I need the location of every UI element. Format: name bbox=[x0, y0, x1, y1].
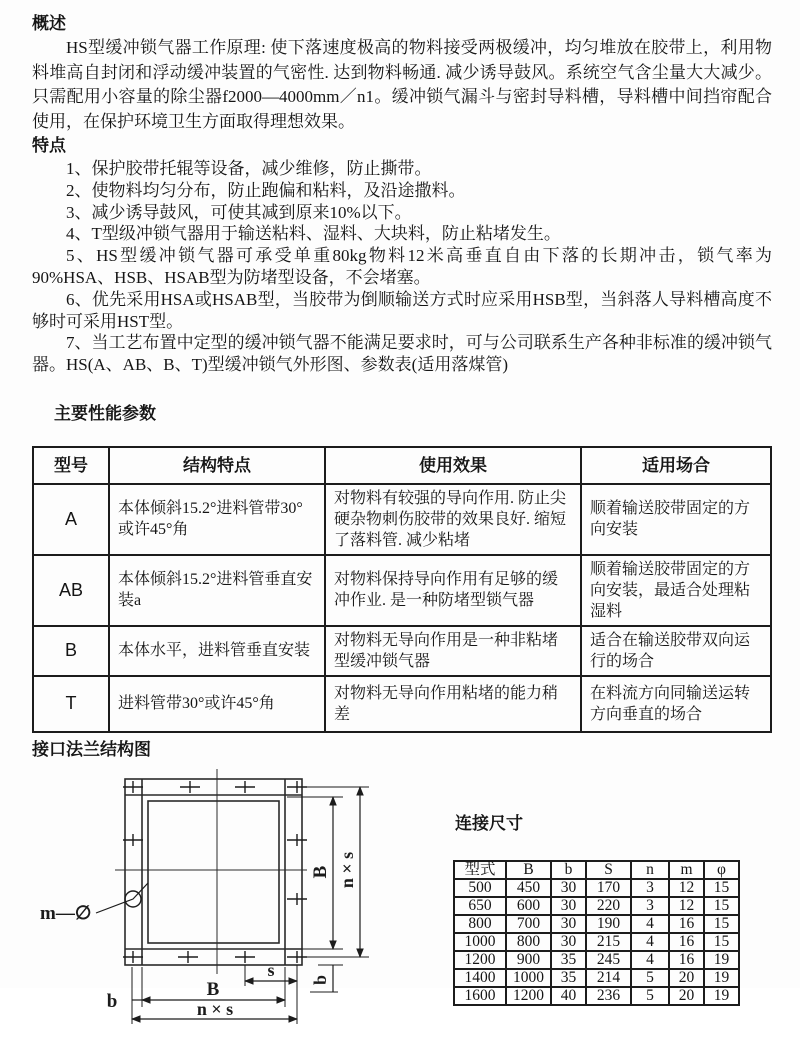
feature-item: 1、保护胶带托辊等设备，减少维修，防止撕带。 bbox=[66, 159, 432, 178]
cell-phi: 19 bbox=[704, 951, 739, 969]
cell-B: 800 bbox=[506, 933, 551, 951]
col-header-model: 型号 bbox=[33, 447, 109, 484]
cell-effect: 对物料无导向作用粘堵的能力稍差 bbox=[325, 676, 581, 732]
table-row bbox=[454, 987, 739, 1005]
cell-m: 16 bbox=[669, 951, 704, 969]
feature-item: 5、HS型缓冲锁气器可承受单重80kg物料12米高垂直自由下落的长期冲击，锁气率为90%HSA、HSB、HSAB型为防堵型设备，不会堵塞。 bbox=[32, 246, 772, 287]
cell-b: 35 bbox=[551, 969, 586, 987]
cell-n: 4 bbox=[631, 951, 669, 969]
cell-n: 4 bbox=[631, 933, 669, 951]
cell-model: T bbox=[33, 676, 109, 732]
col-header-phi: φ bbox=[704, 861, 739, 879]
cell-b: 35 bbox=[551, 951, 586, 969]
cell-S: 245 bbox=[586, 951, 631, 969]
cell-type: 1400 bbox=[454, 969, 506, 987]
cell-structure: 本体倾斜15.2°进料管垂直安装a bbox=[109, 555, 325, 626]
cell-type: 1200 bbox=[454, 951, 506, 969]
cell-m: 16 bbox=[669, 915, 704, 933]
cell-effect: 对物料保持导向作用有足够的缓冲作业. 是一种防堵型锁气器 bbox=[325, 555, 581, 626]
dim-label-B-bottom: B bbox=[206, 978, 220, 1000]
hole-spec-label: m—∅ bbox=[40, 902, 92, 924]
col-header-S: S bbox=[586, 861, 631, 879]
hole-callout bbox=[40, 883, 148, 924]
cell-B: 700 bbox=[506, 915, 551, 933]
dimension-labels bbox=[107, 852, 357, 1019]
cell-application: 适合在输送胶带双向运行的场合 bbox=[581, 626, 771, 676]
cell-phi: 19 bbox=[704, 987, 739, 1005]
cell-application: 在料流方向同输送运转方向垂直的场合 bbox=[581, 676, 771, 732]
cell-type: 1000 bbox=[454, 933, 506, 951]
cell-phi: 15 bbox=[704, 915, 739, 933]
table-row bbox=[33, 626, 771, 676]
cell-m: 12 bbox=[669, 879, 704, 897]
cell-B: 450 bbox=[506, 879, 551, 897]
table-header-row bbox=[454, 861, 739, 879]
table-row bbox=[454, 933, 739, 951]
dims-heading: 连接尺寸 bbox=[455, 813, 523, 833]
cell-type: 800 bbox=[454, 915, 506, 933]
cell-effect: 对物料无导向作用是一种非粘堵型缓冲锁气器 bbox=[325, 626, 581, 676]
cell-m: 20 bbox=[669, 987, 704, 1005]
cell-n: 4 bbox=[631, 915, 669, 933]
cell-n: 5 bbox=[631, 969, 669, 987]
table-row bbox=[454, 951, 739, 969]
cell-b: 40 bbox=[551, 987, 586, 1005]
feature-item: 3、减少诱导鼓风，可使其减到原来10%以下。 bbox=[66, 202, 412, 222]
table-row bbox=[454, 915, 739, 933]
table-row bbox=[33, 676, 771, 732]
cell-b: 30 bbox=[551, 879, 586, 897]
cell-structure: 本体倾斜15.2°进料管带30°或许45°角 bbox=[109, 484, 325, 555]
cell-structure: 进料管带30°或许45°角 bbox=[109, 676, 325, 732]
col-header-m: m bbox=[669, 861, 704, 879]
col-header-n: n bbox=[631, 861, 669, 879]
table-row bbox=[33, 555, 771, 626]
dim-label-B-right: B bbox=[310, 865, 331, 879]
cell-n: 3 bbox=[631, 879, 669, 897]
cell-type: 650 bbox=[454, 897, 506, 915]
cell-S: 170 bbox=[586, 879, 631, 897]
performance-params-table bbox=[32, 446, 772, 733]
cell-B: 1000 bbox=[506, 969, 551, 987]
features-heading: 特点 bbox=[32, 136, 66, 155]
cell-model: B bbox=[33, 626, 109, 676]
cell-application: 顺着输送胶带固定的方向安装，最适合处理粘湿料 bbox=[581, 555, 771, 626]
cell-effect: 对物料有较强的导向作用. 防止尖硬杂物刺伤胶带的效果良好. 缩短了落料管. 减少粘堵 bbox=[325, 484, 581, 555]
cell-phi: 15 bbox=[704, 879, 739, 897]
cell-m: 20 bbox=[669, 969, 704, 987]
overview-paragraph: HS型缓冲锁气器工作原理: 使下落速度极高的物料接受两极缓冲，均匀堆放在胶带上，利用物料堆高自封闭和浮动缓冲装置的气密性. 达到物料畅通. 减少诱导鼓风。系统空气含尘量大大减少。只需配用小容量的除尘器f2000—4000mm／n1。缓冲锁气漏斗与密封导料槽，导料槽中间挡帘配合使用，在保护环境卫生方面取得理想效果。 bbox=[32, 38, 772, 131]
feature-item: 4、T型级冲锁气器用于输送粘料、湿料、大块料，防止粘堵发生。 bbox=[66, 224, 561, 244]
bottom-section bbox=[32, 762, 772, 1050]
cell-model: A bbox=[33, 484, 109, 555]
overview-heading: 概述 bbox=[32, 14, 66, 33]
cell-S: 236 bbox=[586, 987, 631, 1005]
cell-b: 30 bbox=[551, 915, 586, 933]
cell-type: 1600 bbox=[454, 987, 506, 1005]
cell-S: 190 bbox=[586, 915, 631, 933]
connection-dims-block bbox=[453, 812, 743, 1006]
cell-model: AB bbox=[33, 555, 109, 626]
table-row bbox=[454, 879, 739, 897]
dim-label-s-bottom: s bbox=[267, 959, 275, 980]
cell-S: 220 bbox=[586, 897, 631, 915]
feature-item: 2、使物料均匀分布，防止跑偏和粘料，及沿途撒料。 bbox=[66, 180, 466, 200]
cell-phi: 15 bbox=[704, 933, 739, 951]
cell-B: 600 bbox=[506, 897, 551, 915]
cell-type: 500 bbox=[454, 879, 506, 897]
connection-dims-table bbox=[453, 860, 740, 1006]
flange-outline bbox=[125, 779, 302, 965]
col-header-effect: 使用效果 bbox=[325, 447, 581, 484]
cell-phi: 19 bbox=[704, 969, 739, 987]
dim-label-ns-bottom: n × s bbox=[196, 998, 234, 1019]
cell-application: 顺着输送胶带固定的方向安装 bbox=[581, 484, 771, 555]
cell-S: 215 bbox=[586, 933, 631, 951]
cell-structure: 本体水平，进料管垂直安装 bbox=[109, 626, 325, 676]
col-header-type: 型式 bbox=[454, 861, 506, 879]
dim-label-ns-right: n × s bbox=[337, 851, 357, 889]
dim-label-b-left: b bbox=[106, 990, 118, 1012]
cell-S: 214 bbox=[586, 969, 631, 987]
cell-m: 16 bbox=[669, 933, 704, 951]
col-header-B: B bbox=[506, 861, 551, 879]
col-header-application: 适用场合 bbox=[581, 447, 771, 484]
flange-heading: 接口法兰结构图 bbox=[32, 739, 151, 759]
col-header-b: b bbox=[551, 861, 586, 879]
cell-n: 3 bbox=[631, 897, 669, 915]
table-row bbox=[454, 969, 739, 987]
cell-B: 900 bbox=[506, 951, 551, 969]
dim-label-b-right: b bbox=[310, 974, 330, 985]
feature-item: 6、优先采用HSA或HSAB型，当胶带为倒顺输送方式时应采用HSB型，当斜落人导料槽高度不够时可采用HST型。 bbox=[32, 289, 772, 331]
cell-m: 12 bbox=[669, 897, 704, 915]
features-list bbox=[32, 158, 772, 376]
cell-phi: 15 bbox=[704, 897, 739, 915]
table-header-row bbox=[33, 447, 771, 484]
params-heading: 主要性能参数 bbox=[54, 403, 156, 423]
cell-n: 5 bbox=[631, 987, 669, 1005]
cell-b: 30 bbox=[551, 933, 586, 951]
cell-b: 30 bbox=[551, 897, 586, 915]
table-row bbox=[454, 897, 739, 915]
feature-item: 7、当工艺布置中定型的缓冲锁气器不能满足要求时，可与公司联系生产各种非标准的缓冲锁气器。HS(A、AB、B、T)型缓冲锁气外形图、参数表(适用落煤管) bbox=[32, 333, 772, 375]
cell-B: 1200 bbox=[506, 987, 551, 1005]
table-row bbox=[33, 484, 771, 555]
col-header-structure: 结构特点 bbox=[109, 447, 325, 484]
